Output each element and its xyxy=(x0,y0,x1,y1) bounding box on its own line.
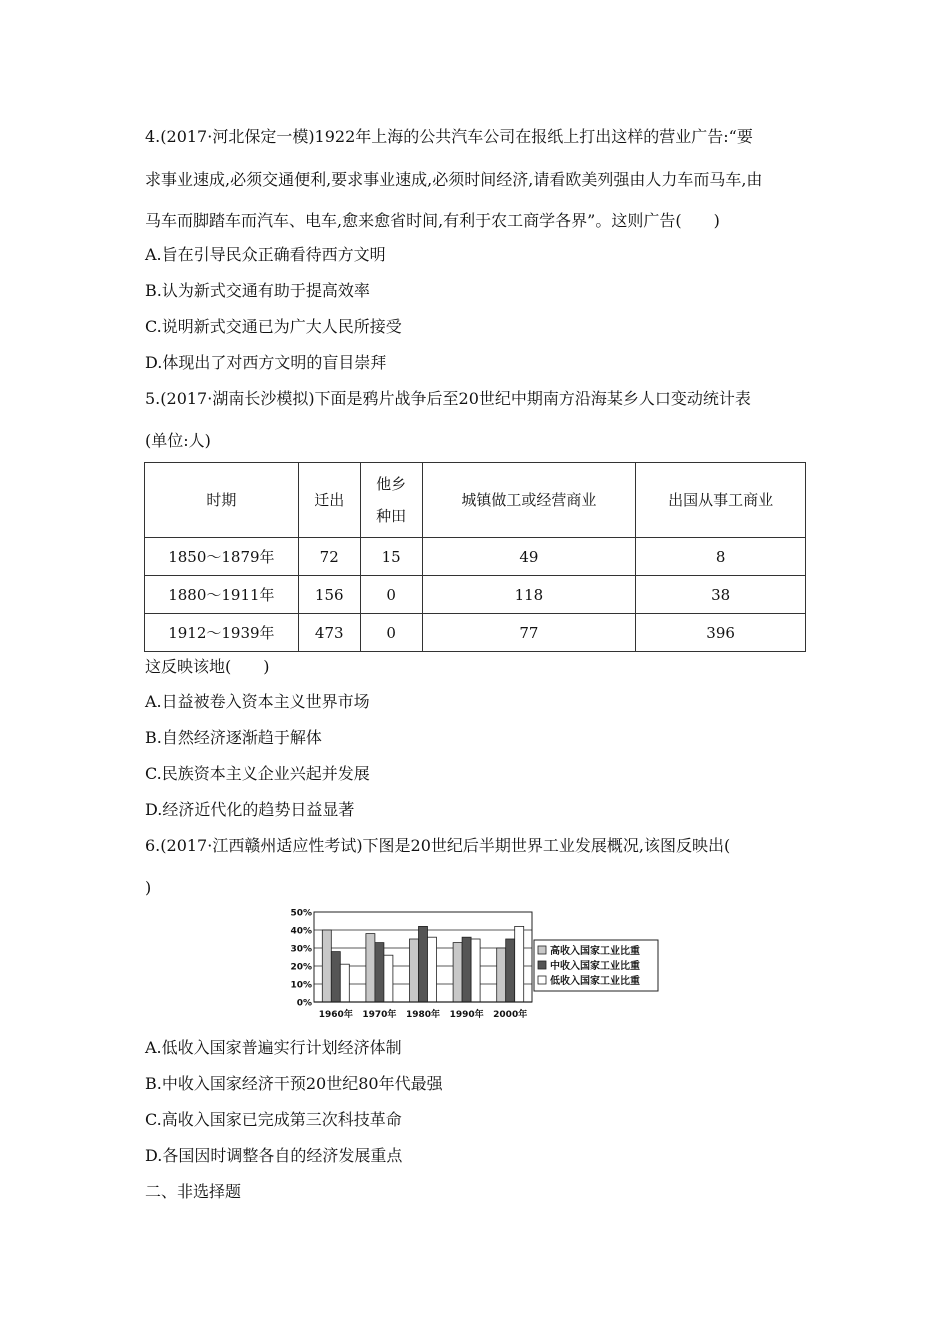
table-cell: 1880～1911年 xyxy=(145,576,299,614)
q4-option-a: A.旨在引导民众正确看待西方文明 xyxy=(145,245,386,264)
legend-swatch xyxy=(538,976,546,984)
industry-bar-chart xyxy=(284,906,664,1024)
table-cell: 396 xyxy=(636,614,806,652)
q5-option-d: D.经济近代化的趋势日益显著 xyxy=(145,800,355,819)
q4-stem-line1: 4.(2017·河北保定一模)1922年上海的公共汽车公司在报纸上打出这样的营业广告:“要 xyxy=(145,127,753,146)
bar-0 xyxy=(322,930,331,1002)
y-tick-label: 50% xyxy=(290,908,312,919)
header-abroad-work: 出国从事工商业 xyxy=(636,463,806,538)
table-cell: 38 xyxy=(636,576,806,614)
q4-option-c: C.说明新式交通已为广大人民所接受 xyxy=(145,317,402,336)
q5-stem-end: 这反映该地( ) xyxy=(145,657,270,676)
bar-2 xyxy=(340,964,349,1002)
bar-1 xyxy=(419,926,428,1002)
legend-label: 中收入国家工业比重 xyxy=(550,961,640,972)
legend-swatch xyxy=(538,946,546,954)
header-farming-part2: 种田 xyxy=(376,507,407,525)
bar-0 xyxy=(366,934,375,1002)
y-tick-label: 10% xyxy=(290,980,312,991)
table-row xyxy=(145,576,806,614)
bar-1 xyxy=(331,952,340,1002)
bar-2 xyxy=(515,926,524,1002)
legend-label: 高收入国家工业比重 xyxy=(550,946,640,957)
q6-option-d: D.各国因时调整各自的经济发展重点 xyxy=(145,1146,403,1165)
q6-option-b: B.中收入国家经济干预20世纪80年代最强 xyxy=(145,1074,443,1093)
bar-0 xyxy=(497,948,506,1002)
q6-stem-line2: ) xyxy=(145,878,152,897)
q4-stem-line3: 马车而脚踏车而汽车、电车,愈来愈省时间,有利于农工商学各界”。这则广告( ) xyxy=(145,211,720,230)
bar-2 xyxy=(471,939,480,1002)
table-cell: 473 xyxy=(298,614,360,652)
q4-option-b: B.认为新式交通有助于提高效率 xyxy=(145,281,370,300)
bar-1 xyxy=(462,937,471,1002)
legend-label: 低收入国家工业比重 xyxy=(550,976,640,987)
table-cell: 1850～1879年 xyxy=(145,538,299,576)
section-two-heading: 二、非选择题 xyxy=(145,1182,242,1201)
x-tick-label: 1970年 xyxy=(362,1010,397,1020)
y-tick-label: 30% xyxy=(290,944,312,955)
table-cell: 77 xyxy=(422,614,636,652)
table-cell: 1912～1939年 xyxy=(145,614,299,652)
table-header-row xyxy=(145,463,806,538)
x-tick-label: 2000年 xyxy=(493,1010,528,1020)
table-cell: 49 xyxy=(422,538,636,576)
y-tick-label: 20% xyxy=(290,962,312,973)
q4-stem-line2: 求事业速成,必须交通便利,要求事业速成,必须时间经济,请看欧美列强由人力车而马车,由 xyxy=(145,170,763,189)
q6-option-c: C.高收入国家已完成第三次科技革命 xyxy=(145,1110,402,1129)
header-emigrate: 迁出 xyxy=(298,463,360,538)
table-cell: 118 xyxy=(422,576,636,614)
bar-1 xyxy=(375,943,384,1002)
table-row xyxy=(145,614,806,652)
table-cell: 0 xyxy=(360,576,422,614)
bar-1 xyxy=(506,939,515,1002)
table-row xyxy=(145,538,806,576)
bar-0 xyxy=(410,939,419,1002)
q6-option-a: A.低收入国家普遍实行计划经济体制 xyxy=(145,1038,402,1057)
q5-stem-line1: 5.(2017·湖南长沙模拟)下面是鸦片战争后至20世纪中期南方沿海某乡人口变动统计表 xyxy=(145,389,751,408)
x-tick-label: 1980年 xyxy=(405,1010,441,1020)
q5-stem-line2: (单位:人) xyxy=(145,431,211,450)
header-farming-part1: 他乡 xyxy=(376,475,407,493)
header-town-work: 城镇做工或经营商业 xyxy=(422,463,636,538)
legend-swatch xyxy=(538,961,546,969)
q6-stem-line1: 6.(2017·江西赣州适应性考试)下图是20世纪后半期世界工业发展概况,该图反映出( xyxy=(145,836,731,855)
y-tick-label: 0% xyxy=(296,998,312,1009)
bar-2 xyxy=(428,937,437,1002)
q5-option-a: A.日益被卷入资本主义世界市场 xyxy=(145,692,370,711)
population-table xyxy=(144,462,806,652)
table-cell: 72 xyxy=(298,538,360,576)
bar-0 xyxy=(453,943,462,1002)
y-tick-label: 40% xyxy=(290,926,312,937)
q5-option-b: B.自然经济逐渐趋于解体 xyxy=(145,728,322,747)
table-cell: 8 xyxy=(636,538,806,576)
q5-option-c: C.民族资本主义企业兴起并发展 xyxy=(145,764,370,783)
table-cell: 0 xyxy=(360,614,422,652)
q4-option-d: D.体现出了对西方文明的盲目崇拜 xyxy=(145,353,387,372)
table-cell: 156 xyxy=(298,576,360,614)
header-period: 时期 xyxy=(145,463,299,538)
x-tick-label: 1960年 xyxy=(318,1010,353,1020)
x-tick-label: 1990年 xyxy=(449,1010,484,1020)
table-cell: 15 xyxy=(360,538,422,576)
header-farming-elsewhere xyxy=(360,463,422,538)
bar-2 xyxy=(384,955,393,1002)
